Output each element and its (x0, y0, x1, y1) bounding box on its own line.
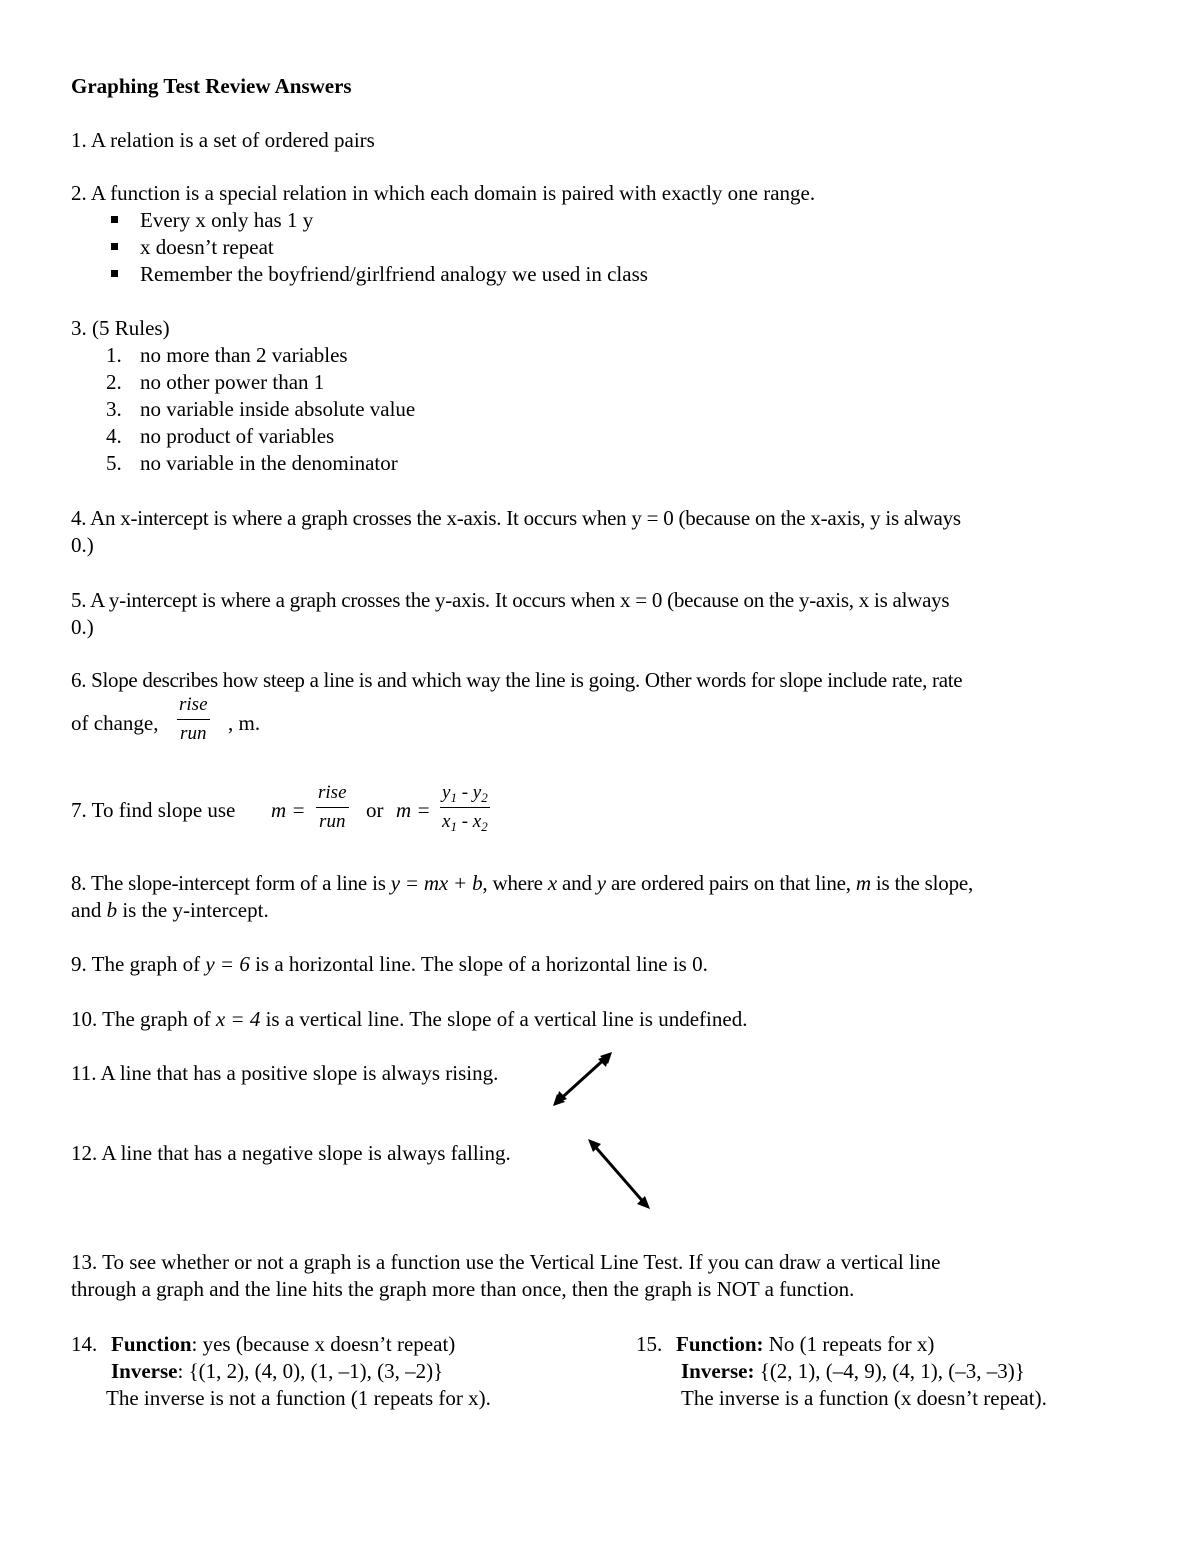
answer-6-prefix: of change, (71, 711, 159, 735)
bullet-icon (111, 216, 118, 223)
slope-fraction-coordinates (440, 782, 490, 833)
slope-fraction-rise-run (316, 782, 349, 833)
rule-text: no product of variables (140, 424, 335, 448)
answer-8-line-1: 8. The slope-intercept form of a line is y = mx + b, where x and y are ordered pairs on that line, m is the slope, (71, 871, 974, 895)
fraction-numerator: $y_1 - y_2$ (442, 782, 488, 805)
answer-15-note: The inverse is a function (x doesn’t repeat). (681, 1386, 1047, 1410)
page-title: Graphing Test Review Answers (71, 74, 352, 98)
answer-15-number: 15. (636, 1332, 663, 1356)
answer-14-inverse: Inverse: {(1, 2), (4, 0), (1, –1), (3, –2)} (111, 1359, 444, 1383)
answer-14-function: Function: yes (because x doesn’t repeat) (111, 1332, 456, 1356)
answer-2-bullet-1: Every x only has 1 y (140, 208, 314, 232)
fraction-denominator: $x_1 - x_2$ (442, 811, 488, 834)
rise-over-run-fraction (177, 694, 210, 745)
rule-number: 1. (106, 343, 122, 367)
answer-6-suffix: , m. (228, 711, 261, 735)
answer-5-line-1: 5. A y-intercept is where a graph crosses the y-axis. It occurs when x = 0 (because on the y-axis, x is always (71, 588, 950, 612)
answer-7-prefix: 7. To find slope use (71, 798, 236, 822)
fraction-denominator: run (319, 811, 346, 832)
answer-2: 2. A function is a special relation in which each domain is paired with exactly one range. (71, 181, 816, 205)
rule-number: 4. (106, 424, 122, 448)
answer-13-line-2: through a graph and the line hits the graph more than once, then the graph is NOT a function. (71, 1277, 855, 1301)
answer-9: 9. The graph of y = 6 is a horizontal line. The slope of a horizontal line is 0. (71, 952, 708, 976)
answer-13-line-1: 13. To see whether or not a graph is a function use the Vertical Line Test. If you can draw a vertical line (71, 1250, 941, 1274)
rule-number: 5. (106, 451, 122, 475)
answer-10: 10. The graph of x = 4 is a vertical line. The slope of a vertical line is undefined. (71, 1007, 748, 1031)
fraction-bar (440, 807, 490, 808)
fraction-denominator: run (180, 723, 207, 744)
fraction-numerator: rise (318, 782, 347, 803)
rule-number: 2. (106, 370, 122, 394)
rule-text: no variable inside absolute value (140, 397, 416, 421)
bullet-icon (111, 270, 118, 277)
fraction-bar (316, 807, 349, 808)
answer-11: 11. A line that has a positive slope is always rising. (71, 1061, 499, 1085)
positive-slope-arrow-icon (548, 1048, 618, 1110)
answer-6-line-2 (71, 710, 158, 737)
rule-number: 3. (106, 397, 122, 421)
answer-3: 3. (5 Rules) (71, 316, 170, 340)
fraction-numerator: rise (179, 694, 208, 715)
answer-2-bullet-2: x doesn’t repeat (140, 235, 274, 259)
rule-text: no other power than 1 (140, 370, 325, 394)
answer-4-line-1: 4. An x-intercept is where a graph crosses the x-axis. It occurs when y = 0 (because on the x-axis, y is always (71, 506, 961, 530)
answer-14-number: 14. (71, 1332, 98, 1356)
answer-2-bullet-3: Remember the boyfriend/girlfriend analogy we used in class (140, 262, 648, 286)
answer-1: 1. A relation is a set of ordered pairs (71, 128, 375, 152)
rule-text: no variable in the denominator (140, 451, 398, 475)
answer-14-note: The inverse is not a function (1 repeats for x). (106, 1386, 491, 1410)
or-word: or (366, 798, 384, 822)
bullet-icon (111, 243, 118, 250)
slope-variable: m = (396, 798, 431, 822)
rule-text: no more than 2 variables (140, 343, 348, 367)
answer-12: 12. A line that has a negative slope is always falling. (71, 1141, 511, 1165)
slope-variable: m = (271, 798, 306, 822)
answer-15-inverse: Inverse: {(2, 1), (–4, 9), (4, 1), (–3, –3)} (681, 1359, 1025, 1383)
answer-8-line-2: and b is the y-intercept. (71, 898, 269, 922)
answer-6-line-1: 6. Slope describes how steep a line is and which way the line is going. Other words for slope include rate, rate (71, 668, 963, 692)
fraction-bar (177, 719, 210, 720)
answer-15-function: Function: No (1 repeats for x) (676, 1332, 935, 1356)
answer-5-line-2: 0.) (71, 615, 94, 639)
negative-slope-arrow-icon (584, 1136, 654, 1212)
answer-4-line-2: 0.) (71, 533, 94, 557)
